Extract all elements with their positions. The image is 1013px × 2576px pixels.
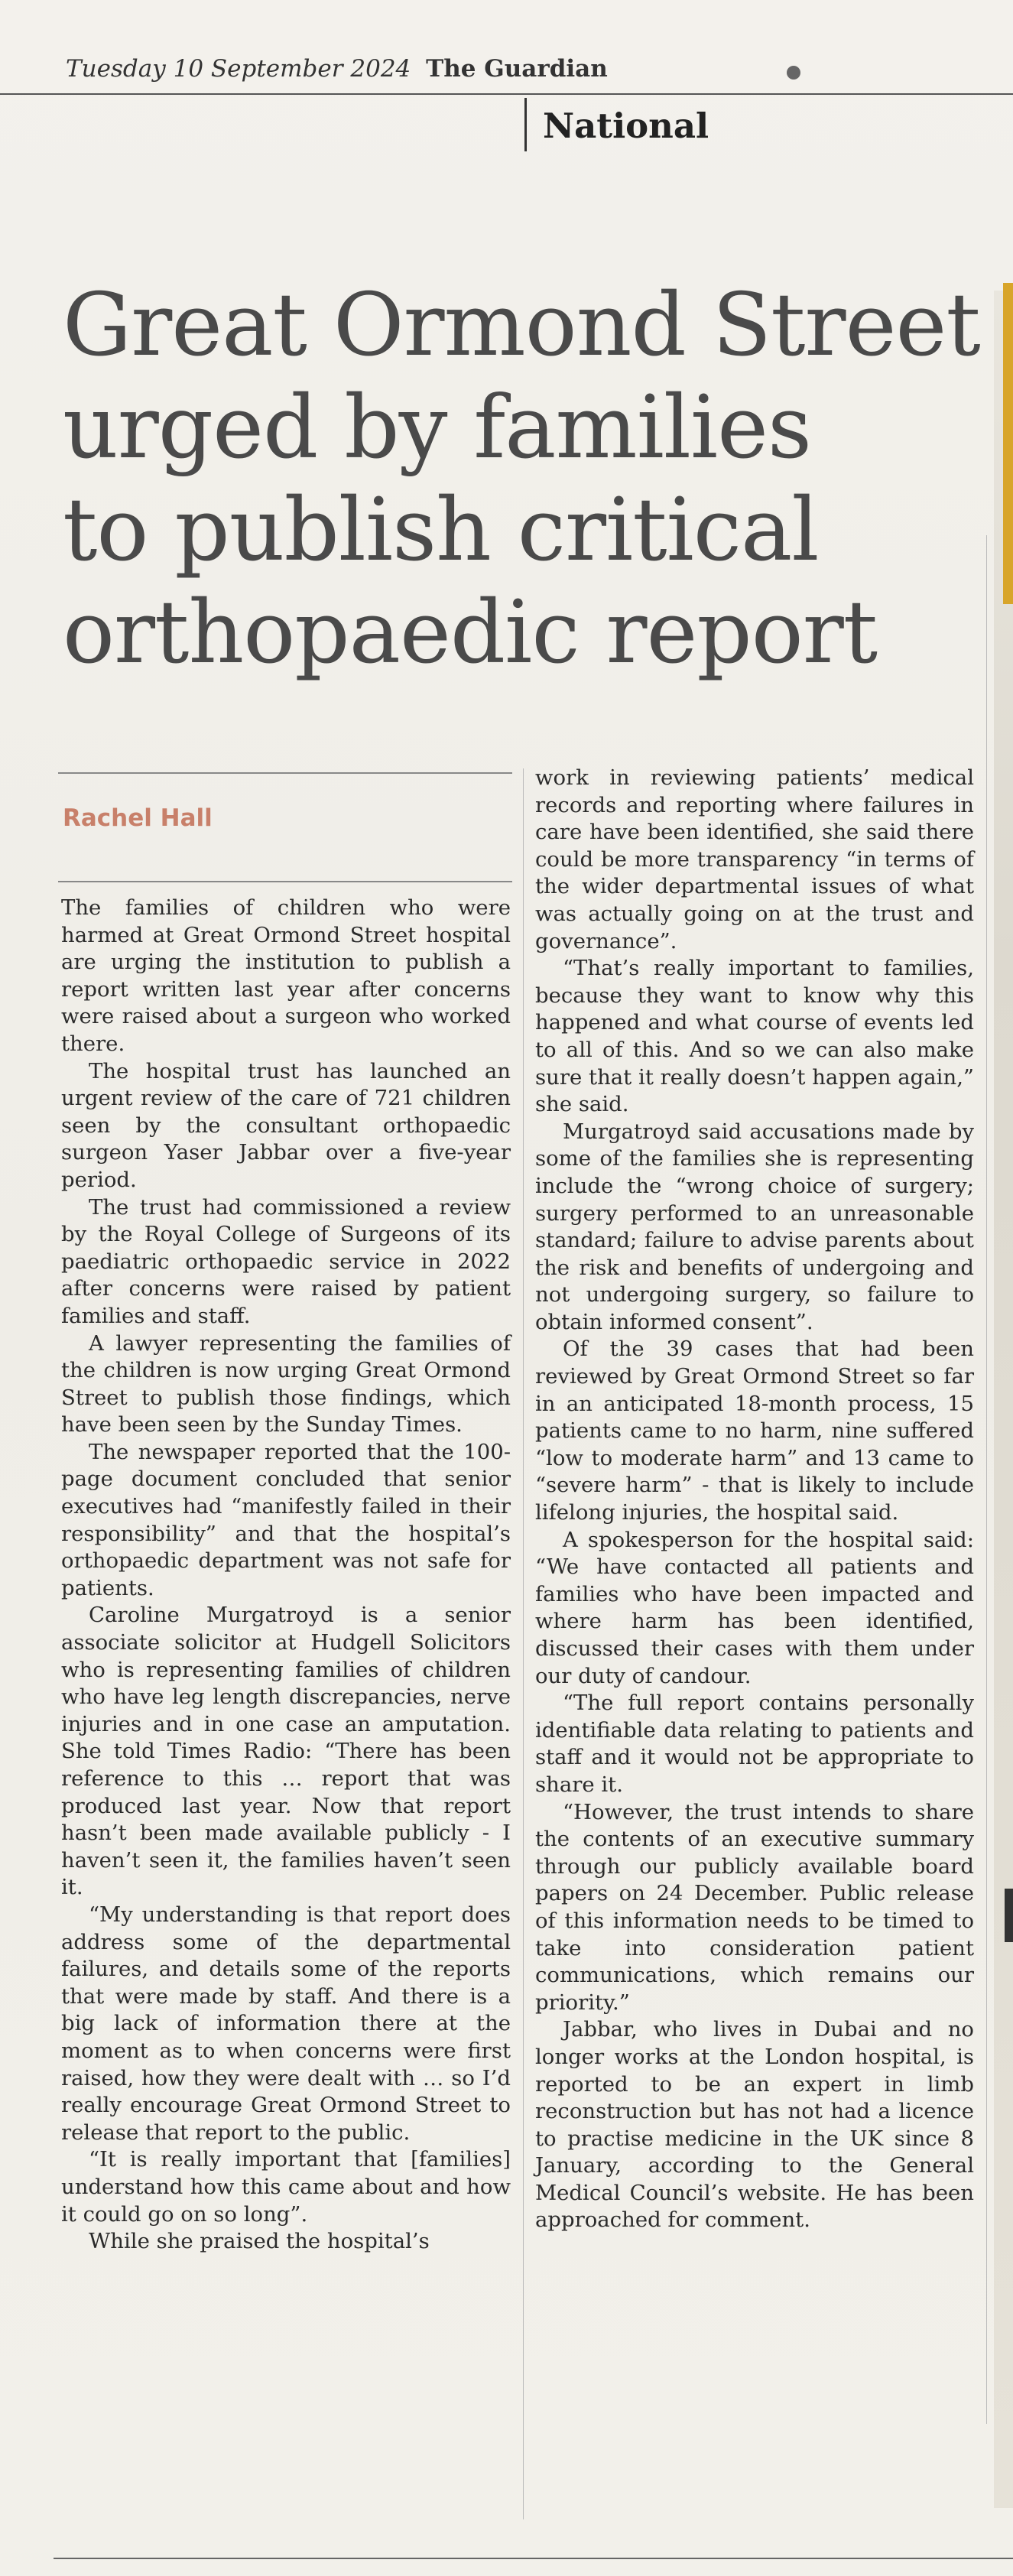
paragraph: Jabbar, who lives in Dubai and no longer works at the London hospital, is reported to be an expert in limb reconstruction but has not had a licence to practise medicine in the UK since 8 January, according to the General Medical Council’s website. He has been approached for comment. <box>535 2017 974 2233</box>
paragraph: “My understanding is that report does address some of the departmental failures, and details some of the reports that were made by staff. And there is a big lack of information there at the moment as to when concerns were first raised, how they were dealt with … so I’d really encourage Great Ormond Street to release that report to the public. <box>61 1902 511 2145</box>
byline-bottom-rule <box>58 881 512 882</box>
byline: Rachel Hall <box>63 804 213 832</box>
paragraph: The trust had commissioned a review by the Royal College of Surgeons of its paediatric orthopaedic service in 2022 after concerns were raised by patient families and staff. <box>61 1194 511 1328</box>
paragraph: A lawyer representing the families of the children is now urging Great Ormond Street to publish those findings, which have been seen by the Sunday Times. <box>61 1330 511 1437</box>
masthead-date: Tuesday 10 September 2024 <box>66 55 411 83</box>
headline-line-2: urged by families <box>63 377 811 478</box>
article-column-right <box>535 765 974 2234</box>
folio-dot <box>787 66 800 80</box>
paragraph: The hospital trust has launched an urgent review of the care of 721 children seen by the consultant orthopaedic surgeon Yaser Jabbar over a five-year period. <box>61 1058 511 1192</box>
headline <box>63 274 980 684</box>
paragraph: Of the 39 cases that had been reviewed by Great Ormond Street so far in an anticipated 18-month process, 15 patients came to no harm, nine suffered “low to moderate harm” and 13 came to “severe harm” - that is likely to include lifelong injuries, the hospital said. <box>535 1337 974 1525</box>
page-bottom-rule <box>54 2558 1013 2559</box>
headline-line-1: Great Ormond Street <box>63 274 980 375</box>
paragraph: “It is really important that [families] understand how this came about and how it could go on so long”. <box>61 2147 511 2227</box>
headline-line-3: to publish critical <box>63 479 819 580</box>
byline-top-rule <box>58 772 512 774</box>
headline-line-4: orthopaedic report <box>63 582 878 683</box>
paragraph: “That’s really important to families, because they want to know why this happened and what course of events led to all of this. And so we can also make sure that it really doesn’t happen again,” she said. <box>535 956 974 1117</box>
column-divider <box>523 768 524 2519</box>
paragraph: “The full report contains personally identifiable data relating to patients and staff and it would not be appropriate to share it. <box>535 1691 974 1797</box>
paragraph: “However, the trust intends to share the contents of an executive summary through our publicly available board papers on 24 December. Public release of this information needs to be timed to take into consideration patient communications, which remains our priority.” <box>535 1799 974 2015</box>
paragraph: A spokesperson for the hospital said: “We have contacted all patients and families who have been impacted and where harm has been identified, discussed their cases with them under our duty of candour. <box>535 1527 974 1688</box>
adjacent-page-rule <box>986 535 987 2424</box>
masthead <box>66 55 608 83</box>
paragraph: The newspaper reported that the 100-page document concluded that senior executives had “manifestly failed in their responsibility” and that the hospital’s orthopaedic department was not safe for patients. <box>61 1439 511 1600</box>
paragraph: work in reviewing patients’ medical records and reporting where failures in care have been identified, she said there could be more transparency “in terms of the wider departmental issues of what was actually going on at the trust and governance”. <box>535 765 974 953</box>
section-label: National <box>543 106 709 146</box>
paragraph: The families of children who were harmed at Great Ormond Street hospital are urging the institution to publish a report written last year after concerns were raised about a surgeon who worked there. <box>61 895 511 1056</box>
adjacent-page-edge <box>994 291 1013 2508</box>
section-divider <box>524 98 527 151</box>
adjacent-page-dark-block <box>1005 1889 1013 1942</box>
paragraph: While she praised the hospital’s <box>89 2229 430 2254</box>
masthead-paper-name: The Guardian <box>426 55 608 83</box>
article-column-left <box>61 895 511 2256</box>
paragraph: Murgatroyd said accusations made by some of the families she is representing include the “wrong choice of surgery; surgery performed to an unreasonable standard; failure to advise parents about the risk and benefits of undergoing and not undergoing surgery, so failure to obtain informed consent”. <box>535 1119 974 1334</box>
paragraph: Caroline Murgatroyd is a senior associate solicitor at Hudgell Solicitors who is representing families of children who have leg length discrepancies, nerve injuries and in one case an amputation. She told Times Radio: “There has been reference to this … report that was produced last year. Now that report hasn’t been made available publicly - I haven’t seen it, the families haven’t seen it. <box>61 1603 511 1900</box>
adjacent-page-color-block <box>1003 283 1013 604</box>
masthead-rule <box>0 93 1013 95</box>
